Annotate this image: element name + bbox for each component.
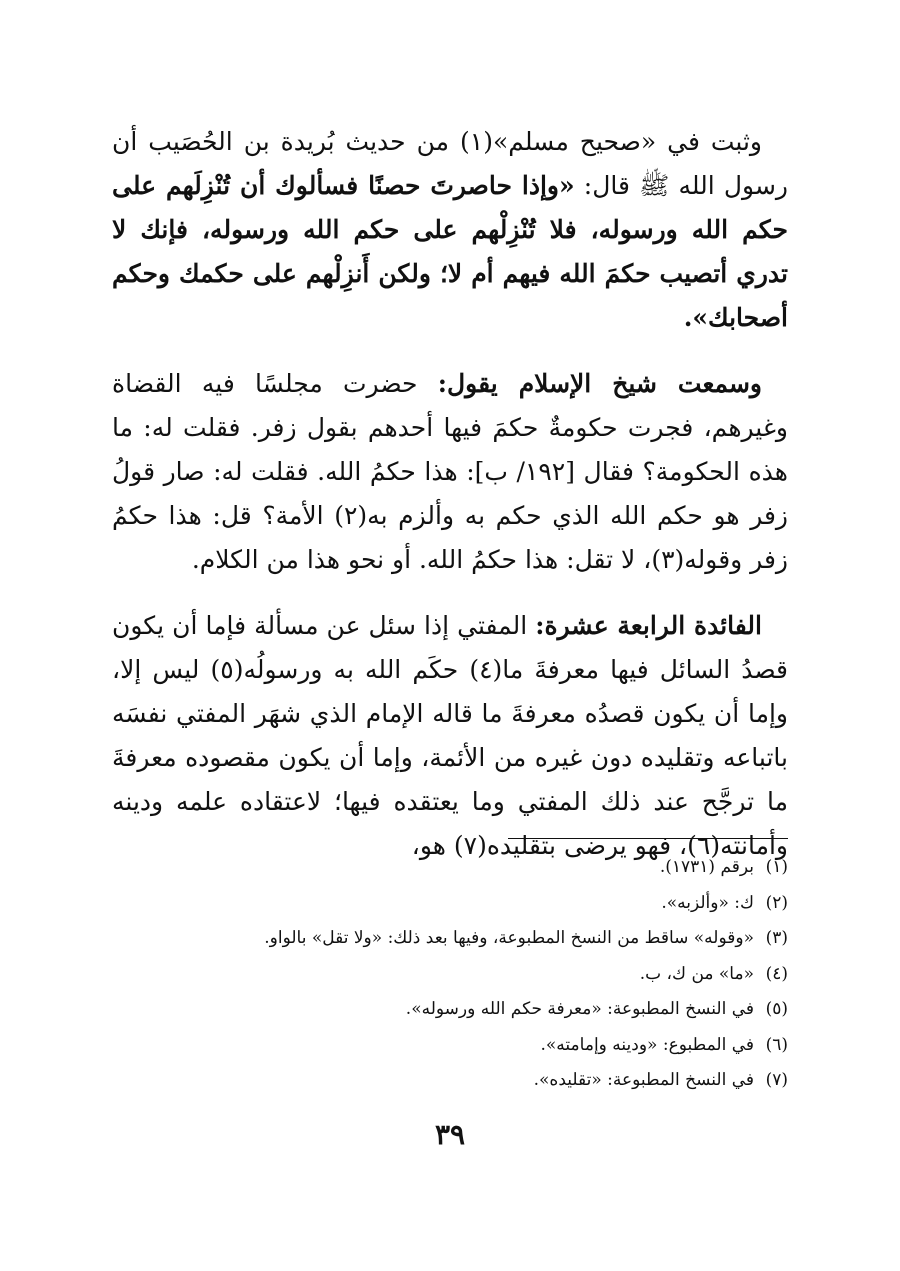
footnote-number: (١) xyxy=(765,857,788,877)
footnote-7 xyxy=(112,1063,788,1099)
footnote-5 xyxy=(112,992,788,1028)
paragraph-1 xyxy=(112,120,788,340)
footnote-text: في النسخ المطبوعة: «تقليده». xyxy=(533,1070,754,1090)
footnote-number: (٤) xyxy=(765,963,788,984)
footnote-4 xyxy=(112,957,788,993)
paragraph-1-text: وثبت في «صحيح مسلم»(١) من حديث بُريدة بن الحُصَيب أن رسول الله ﷺ قال: xyxy=(112,127,788,200)
footnote-number: (٧) xyxy=(765,1070,788,1090)
footnote-text: «وقوله» ساقط من النسخ المطبوعة، وفيها بعد ذلك: «ولا تقل» بالواو. xyxy=(264,928,754,948)
footnote-number: (٢) xyxy=(765,892,788,913)
paragraph-2-text: حضرت مجلسًا فيه القضاة وغيرهم، فجرت حكومةٌ حكمَ فيها أحدهم بقول زفر. فقلت له: ما هذه الحكومة؟ فقال [١٩٢/ ب]: هذا حكمُ الله. فقلت له: صار قولُ زفر هو حكم الله الذي حكم به وألزم به(٢) الأمة؟ قل: هذا حكمُ زفر وقوله(٣)، لا تقل: هذا حكمُ الله. أو نحو هذا من الكلام. xyxy=(112,369,789,574)
paragraph-3 xyxy=(112,604,788,868)
footnote-number: (٥) xyxy=(765,999,788,1019)
paragraph-3-heading: الفائدة الرابعة عشرة: xyxy=(535,611,762,640)
footnote-number: (٦) xyxy=(765,1034,788,1055)
footnote-divider xyxy=(508,838,788,839)
paragraph-3-text: المفتي إذا سئل عن مسألة فإما أن يكون قصدُ السائل فيها معرفةَ ما(٤) حكَم الله به ورسولُه(٥) ليس إلا، وإما أن يكون قصدُه معرفةَ ما قاله الإمام الذي شهَر المفتي نفسَه باتباعه وتقليده دون غيره من الأئمة، وإما أن يكون مقصوده معرفةَ ما ترجَّح عند ذلك المفتي وما يعتقده فيها؛ لاعتقاده علمه ودينه وأمانته(٦)، فهو يرضى بتقليده(٧) هو، xyxy=(112,611,789,860)
footnote-text: في النسخ المطبوعة: «معرفة حكم الله ورسوله». xyxy=(405,999,754,1019)
footnote-6 xyxy=(112,1028,788,1064)
paragraph-2 xyxy=(112,362,788,582)
main-text xyxy=(112,120,788,890)
footnote-text: في المطبوع: «ودينه وإمامته». xyxy=(540,1034,754,1055)
footnotes xyxy=(112,850,788,1099)
footnote-text: ك: «وألزبه». xyxy=(661,892,754,913)
hadith-quote: «وإذا حاصرتَ حصنًا فسألوك أن تُنْزِلَهم على حكم الله ورسوله، فلا تُنْزِلْهم على حكم الله ورسوله، فإنك لا تدري أتصيب حكمَ الله فيهم أم لا؛ ولكن أَنزِلْهم على حكمك وحكم أصحابك». xyxy=(112,171,788,332)
footnote-3 xyxy=(112,921,788,957)
footnote-1 xyxy=(112,850,788,886)
paragraph-2-lead: وسمعت شيخ الإسلام يقول: xyxy=(437,369,763,398)
footnote-text: «ما» من ك، ب. xyxy=(639,963,754,984)
footnote-2 xyxy=(112,886,788,922)
page-number: ٣٩ xyxy=(434,1118,466,1151)
footnote-text: برقم (١٧٣١). xyxy=(659,857,754,877)
footnote-number: (٣) xyxy=(765,928,788,948)
